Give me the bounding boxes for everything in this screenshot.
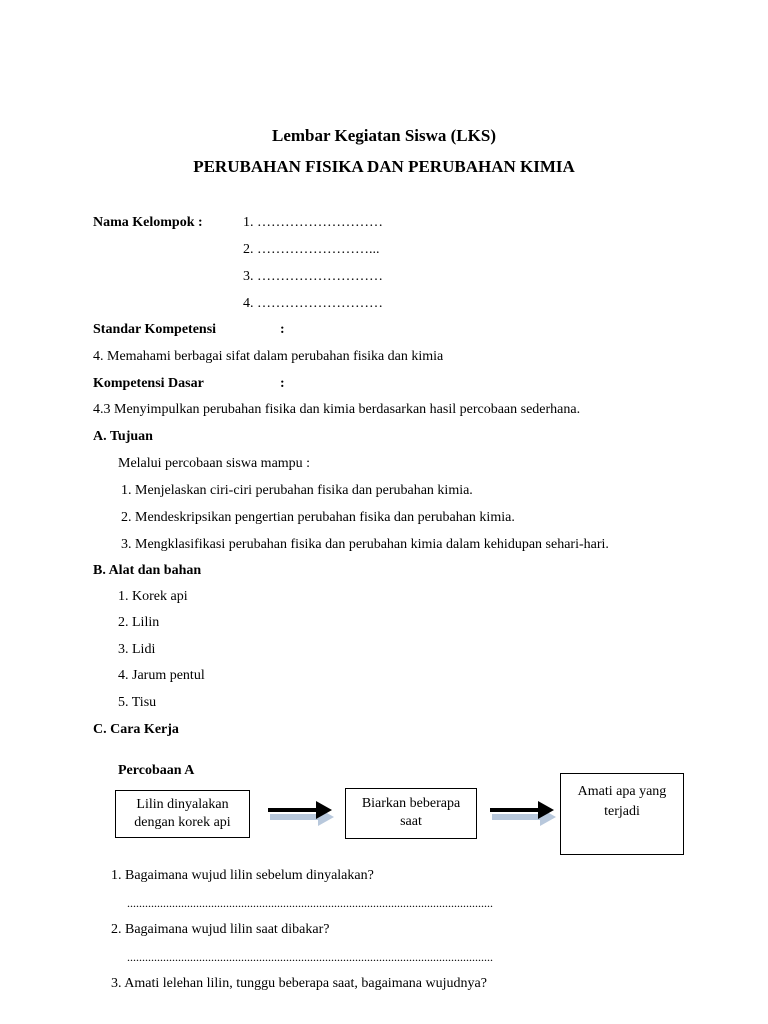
flow-step-2-line2: saat (400, 814, 422, 829)
tujuan-heading: A. Tujuan (93, 429, 153, 444)
flow-step-2 (345, 788, 477, 839)
answer-line-2[interactable]: .......................................................................................................................... (127, 950, 493, 964)
percobaan-label: Percobaan A (118, 763, 195, 778)
group-line-2: 2. ……………………... (243, 242, 380, 257)
flow-arrow-2 (488, 797, 560, 829)
flow-step-3 (560, 773, 684, 855)
flow-step-3-line2: terjadi (604, 804, 640, 819)
flow-step-3-line1: Amati apa yang (577, 784, 667, 799)
question-1: 1. Bagaimana wujud lilin sebelum dinyalakan? (111, 868, 374, 883)
answer-line-1[interactable]: .......................................................................................................................... (127, 896, 493, 910)
flow-arrow-1 (266, 797, 338, 829)
question-3: 3. Amati lelehan lilin, tunggu beberapa saat, bagaimana wujudnya? (111, 976, 487, 991)
alat-item-5: 5. Tisu (118, 695, 157, 710)
dasar-label: Kompetensi Dasar (93, 376, 204, 391)
alat-item-3: 3. Lidi (118, 642, 156, 657)
tujuan-item-1: 1. Menjelaskan ciri-ciri perubahan fisika dan perubahan kimia. (121, 483, 473, 498)
group-line-4: 4. ……………………… (243, 296, 383, 311)
dasar-colon: : (280, 376, 285, 391)
tujuan-item-2: 2. Mendeskripsikan pengertian perubahan fisika dan perubahan kimia. (121, 510, 515, 525)
dasar-text: 4.3 Menyimpulkan perubahan fisika dan kimia berdasarkan hasil percobaan sederhana. (93, 402, 581, 417)
document-title: Lembar Kegiatan Siswa (LKS) (271, 126, 496, 145)
tujuan-item-3: 3. Mengklasifikasi perubahan fisika dan perubahan kimia dalam kehidupan sehari-hari. (121, 537, 609, 552)
flow-step-1 (115, 790, 250, 838)
alat-item-4: 4. Jarum pentul (118, 668, 205, 683)
group-line-1: 1. ……………………… (243, 215, 383, 230)
flow-step-1-line2: dengan korek api (134, 815, 231, 830)
question-2: 2. Bagaimana wujud lilin saat dibakar? (111, 922, 330, 937)
group-line-3: 3. ……………………… (243, 269, 383, 284)
alat-item-1: 1. Korek api (118, 589, 188, 604)
document-subtitle: PERUBAHAN FISIKA DAN PERUBAHAN KIMIA (193, 157, 575, 176)
cara-heading: C. Cara Kerja (93, 722, 179, 737)
standar-colon: : (280, 322, 285, 337)
flow-step-2-line1: Biarkan beberapa (361, 796, 461, 811)
standar-text: 4. Memahami berbagai sifat dalam perubahan fisika dan kimia (93, 349, 444, 364)
flow-step-1-line1: Lilin dinyalakan (136, 797, 229, 812)
standar-label: Standar Kompetensi (93, 322, 217, 337)
group-label: Nama Kelompok : (93, 215, 203, 230)
alat-heading: B. Alat dan bahan (93, 563, 202, 578)
tujuan-intro: Melalui percobaan siswa mampu : (118, 456, 311, 471)
alat-item-2: 2. Lilin (118, 615, 160, 630)
